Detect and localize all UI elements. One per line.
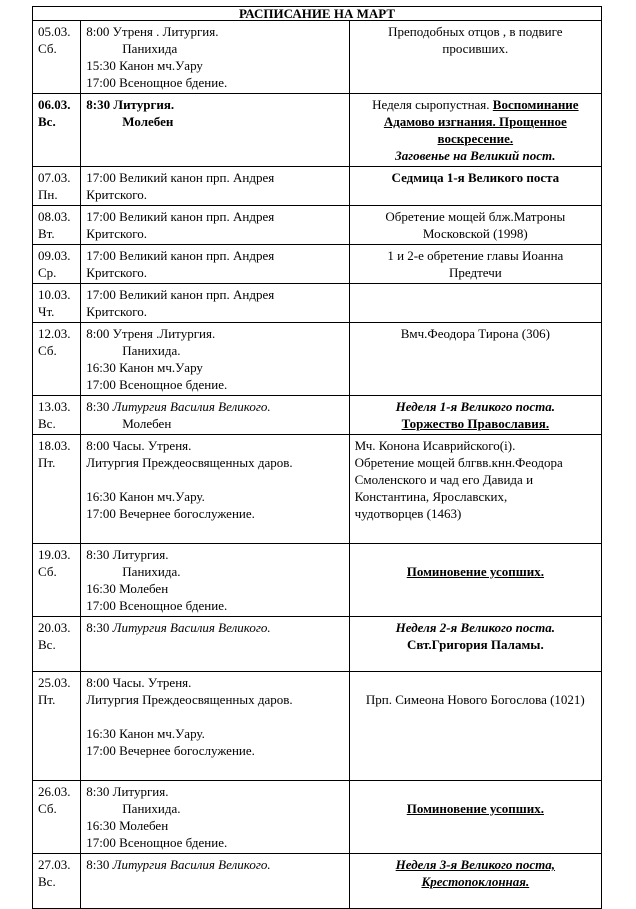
service-cell [81, 21, 349, 94]
service-line [86, 398, 343, 415]
service-line [86, 376, 343, 393]
date-text: 07.03. [38, 170, 71, 185]
service-line [86, 96, 343, 113]
service-line [86, 325, 343, 342]
service-line [86, 580, 343, 597]
commemoration-line-text: чудотворцев (1463) [354, 506, 462, 521]
schedule-row [33, 245, 602, 284]
commemoration-line [355, 169, 596, 186]
weekday-text: Вс. [38, 114, 56, 129]
service-line-text: Молебен [122, 114, 174, 129]
service-line-text: Панихида. [122, 801, 181, 816]
commemoration-line [355, 130, 596, 147]
commemoration-line-text: Седмица 1-я Великого поста [391, 170, 560, 185]
weekday-text: Сб. [38, 343, 57, 358]
service-line-text: 8:30 [86, 399, 113, 414]
service-line [86, 113, 343, 130]
service-line-text: 17:00 Великий канон прп. Андрея [86, 248, 275, 263]
commemoration-line-text: Прп. Симеона Нового Богослова (1021) [365, 692, 585, 707]
commemoration-line-text: Крестопоклонная. [421, 874, 530, 889]
service-line-emphasis: Литургия Василия Великого. [112, 620, 271, 635]
service-line [86, 856, 343, 873]
schedule-row [33, 94, 602, 167]
commemoration-cell [349, 544, 601, 617]
date-text: 27.03. [38, 857, 71, 872]
service-cell [81, 781, 349, 854]
service-line-text: Критского. [86, 304, 147, 319]
service-line-text: Панихида. [122, 564, 181, 579]
schedule-row [33, 435, 602, 544]
date-cell [33, 544, 81, 617]
weekday-text: Вс. [38, 637, 56, 652]
commemoration-line-text: 1 и 2-е обретение главы Иоанна [387, 248, 564, 263]
service-line-text: 17:00 Вечернее богослужение. [86, 506, 255, 521]
service-line [86, 674, 343, 691]
service-line [86, 359, 343, 376]
service-line [86, 415, 343, 432]
service-line-text: 16:30 Канон мч.Уару [86, 360, 203, 375]
service-line-text: Литургия Преждеосвященных даров. [86, 455, 293, 470]
weekday-text: Сб. [38, 564, 57, 579]
service-line [86, 783, 343, 800]
weekday-text: Пт. [38, 692, 56, 707]
commemoration-line [355, 208, 596, 225]
service-line-text: Критского. [86, 187, 147, 202]
commemoration-line-text: Московской (1998) [422, 226, 528, 241]
service-cell [81, 245, 349, 284]
service-line [86, 546, 343, 563]
date-cell [33, 396, 81, 435]
service-line [86, 208, 343, 225]
date-text: 12.03. [38, 326, 71, 341]
commemoration-line-text: Вмч.Феодора Тирона (306) [400, 326, 550, 341]
service-line-text: 16:30 Канон мч.Уару. [86, 726, 205, 741]
service-line [86, 800, 343, 817]
commemoration-line [355, 225, 596, 242]
commemoration-line [355, 619, 596, 636]
commemoration-line [355, 96, 596, 113]
commemoration-line-text: Обретение мощей блгвв.кнн.Феодора [354, 455, 563, 470]
commemoration-line-text: Неделя 2-я Великого поста. [395, 620, 556, 635]
service-line [86, 225, 343, 242]
date-cell [33, 617, 81, 672]
service-line-text: 8:00 Утреня .Литургия. [86, 326, 216, 341]
commemoration-line-text: Торжество Православия. [401, 416, 550, 431]
service-line-text: Критского. [86, 265, 147, 280]
service-cell [81, 284, 349, 323]
service-line-text: Критского. [86, 226, 147, 241]
commemoration-line-text: Заговенье на Великий пост. [395, 148, 556, 163]
service-line [86, 40, 343, 57]
service-cell [81, 435, 349, 544]
commemoration-cell [349, 854, 601, 909]
date-cell [33, 21, 81, 94]
service-line [86, 619, 343, 636]
service-line-text: 8:30 Литургия. [86, 784, 169, 799]
service-line-text: 8:00 Утреня . Литургия. [86, 24, 219, 39]
service-line-emphasis: Литургия Василия Великого. [112, 399, 271, 414]
date-text: 25.03. [38, 675, 71, 690]
service-line-text: 17:00 Вечернее богослужение. [86, 743, 255, 758]
commemoration-line-text: Мч. Конона Исаврийского(i). [354, 438, 516, 453]
commemoration-line-text: Обретение мощей блж.Матроны [385, 209, 566, 224]
service-line-text: 17:00 Великий канон прп. Андрея [86, 287, 275, 302]
service-line-text: 8:00 Часы. Утреня. [86, 438, 192, 453]
weekday-text: Пн. [38, 187, 58, 202]
service-line [86, 437, 343, 454]
date-text: 19.03. [38, 547, 71, 562]
weekday-text: Пт. [38, 455, 56, 470]
date-text: 13.03. [38, 399, 71, 414]
service-line [86, 23, 343, 40]
date-text: 09.03. [38, 248, 71, 263]
service-line [86, 708, 343, 725]
commemoration-cell [349, 245, 601, 284]
service-line [86, 742, 343, 759]
commemoration-line-text: Константина, Ярославских, [354, 489, 508, 504]
date-cell [33, 245, 81, 284]
weekday-text: Ср. [38, 265, 57, 280]
commemoration-line-text: Поминовение усопших. [406, 564, 544, 579]
service-line [86, 725, 343, 742]
service-line [86, 74, 343, 91]
commemoration-line-text: Неделя 3-я Великого поста, [395, 857, 556, 872]
service-cell [81, 206, 349, 245]
commemoration-cell [349, 396, 601, 435]
service-line-text: 16:30 Канон мч.Уару. [86, 489, 205, 504]
date-cell [33, 167, 81, 206]
commemoration-line [355, 674, 596, 691]
commemoration-line [355, 40, 596, 57]
service-line-text: 17:00 Всенощное бдение. [86, 377, 228, 392]
commemoration-line-text: просивших. [442, 41, 509, 56]
date-cell [33, 781, 81, 854]
commemoration-line-text: Поминовение усопших. [406, 801, 544, 816]
commemoration-line-text: воскресение. [437, 131, 514, 146]
commemoration-line [355, 488, 596, 505]
title-row [33, 7, 602, 21]
date-cell [33, 94, 81, 167]
service-line-text: 8:00 Часы. Утреня. [86, 675, 192, 690]
commemoration-cell [349, 21, 601, 94]
date-text: 26.03. [38, 784, 71, 799]
schedule-row [33, 854, 602, 909]
service-line [86, 264, 343, 281]
date-cell [33, 435, 81, 544]
commemoration-line-text: Свт.Григория Паламы. [406, 637, 544, 652]
service-line-text: 17:00 Великий канон прп. Андрея [86, 170, 275, 185]
service-line-text: 8:30 [86, 620, 113, 635]
date-text: 18.03. [38, 438, 71, 453]
commemoration-line-text: Неделя сыропустная. [372, 97, 493, 112]
commemoration-line-text: Смоленского и чад его Давида и [354, 472, 534, 487]
commemoration-cell [349, 435, 601, 544]
service-line-text: 15:30 Канон мч.Уару [86, 58, 203, 73]
commemoration-cell [349, 323, 601, 396]
schedule-row [33, 323, 602, 396]
service-line [86, 286, 343, 303]
commemoration-line-emphasis: Воспоминание [492, 97, 579, 112]
commemoration-line-text: Неделя 1-я Великого поста. [395, 399, 556, 414]
weekday-text: Вс. [38, 416, 56, 431]
service-cell [81, 617, 349, 672]
commemoration-line [355, 800, 596, 817]
service-line [86, 247, 343, 264]
commemoration-line [355, 264, 596, 281]
weekday-text: Сб. [38, 41, 57, 56]
weekday-text: Вс. [38, 874, 56, 889]
date-cell [33, 323, 81, 396]
date-text: 20.03. [38, 620, 71, 635]
commemoration-line [355, 415, 596, 432]
commemoration-line-text: Предтечи [448, 265, 502, 280]
service-line [86, 342, 343, 359]
service-line [86, 834, 343, 851]
schedule-row [33, 206, 602, 245]
commemoration-cell [349, 617, 601, 672]
commemoration-line [355, 113, 596, 130]
commemoration-cell [349, 672, 601, 781]
service-line [86, 505, 343, 522]
service-line-text: 8:30 Литургия. [86, 547, 169, 562]
commemoration-cell [349, 167, 601, 206]
commemoration-cell [349, 206, 601, 245]
weekday-text: Чт. [38, 304, 55, 319]
date-cell [33, 284, 81, 323]
service-line-text: 16:30 Молебен [86, 818, 169, 833]
service-line [86, 57, 343, 74]
service-line [86, 817, 343, 834]
commemoration-line [355, 873, 596, 890]
service-line [86, 169, 343, 186]
service-line-text: 17:00 Всенощное бдение. [86, 835, 228, 850]
commemoration-line [355, 783, 596, 800]
service-line-text: 8:30 Литургия. [86, 97, 175, 112]
schedule-title: РАСПИСАНИЕ НА МАРТ [33, 7, 602, 21]
service-line [86, 303, 343, 320]
service-line [86, 691, 343, 708]
service-cell [81, 544, 349, 617]
service-line [86, 597, 343, 614]
schedule-row [33, 167, 602, 206]
commemoration-line [355, 437, 596, 454]
commemoration-line [355, 454, 596, 471]
commemoration-line [355, 398, 596, 415]
service-line [86, 454, 343, 471]
service-line [86, 186, 343, 203]
service-line-text: Литургия Преждеосвященных даров. [86, 692, 293, 707]
commemoration-cell [349, 781, 601, 854]
schedule-row [33, 544, 602, 617]
service-line [86, 488, 343, 505]
service-line [86, 563, 343, 580]
service-cell [81, 854, 349, 909]
commemoration-line [355, 546, 596, 563]
service-cell [81, 94, 349, 167]
commemoration-cell [349, 94, 601, 167]
commemoration-line [355, 471, 596, 488]
service-cell [81, 396, 349, 435]
schedule-row [33, 781, 602, 854]
commemoration-line [355, 325, 596, 342]
commemoration-line [355, 505, 596, 522]
schedule-row [33, 284, 602, 323]
service-line-text: 17:00 Всенощное бдение. [86, 75, 228, 90]
commemoration-line [355, 636, 596, 653]
service-line-emphasis: Литургия Василия Великого. [112, 857, 271, 872]
date-cell [33, 672, 81, 781]
service-line-text: 8:30 [86, 857, 113, 872]
commemoration-line [355, 856, 596, 873]
service-line [86, 471, 343, 488]
commemoration-line-text: Адамово изгнания. Прощенное [383, 114, 567, 129]
service-line-text: Молебен [122, 416, 172, 431]
commemoration-line-text: Преподобных отцов , в подвиге [388, 24, 563, 39]
service-cell [81, 167, 349, 206]
service-line-text: Панихида. [122, 343, 181, 358]
schedule-body [33, 21, 602, 909]
service-line-text: Панихида [122, 41, 178, 56]
schedule-row [33, 672, 602, 781]
date-cell [33, 854, 81, 909]
service-line-text: 17:00 Великий канон прп. Андрея [86, 209, 275, 224]
commemoration-cell [349, 284, 601, 323]
commemoration-line [355, 23, 596, 40]
weekday-text: Вт. [38, 226, 55, 241]
date-text: 10.03. [38, 287, 71, 302]
service-cell [81, 323, 349, 396]
commemoration-line [355, 147, 596, 164]
service-line-text: 17:00 Всенощное бдение. [86, 598, 228, 613]
commemoration-line [355, 247, 596, 264]
commemoration-line [355, 563, 596, 580]
schedule-row [33, 617, 602, 672]
date-text: 06.03. [38, 97, 71, 112]
schedule-row [33, 396, 602, 435]
commemoration-line [355, 691, 596, 708]
date-text: 08.03. [38, 209, 71, 224]
weekday-text: Сб. [38, 801, 57, 816]
date-text: 05.03. [38, 24, 71, 39]
schedule-row [33, 21, 602, 94]
date-cell [33, 206, 81, 245]
schedule-table [32, 6, 602, 909]
service-cell [81, 672, 349, 781]
service-line-text: 16:30 Молебен [86, 581, 169, 596]
